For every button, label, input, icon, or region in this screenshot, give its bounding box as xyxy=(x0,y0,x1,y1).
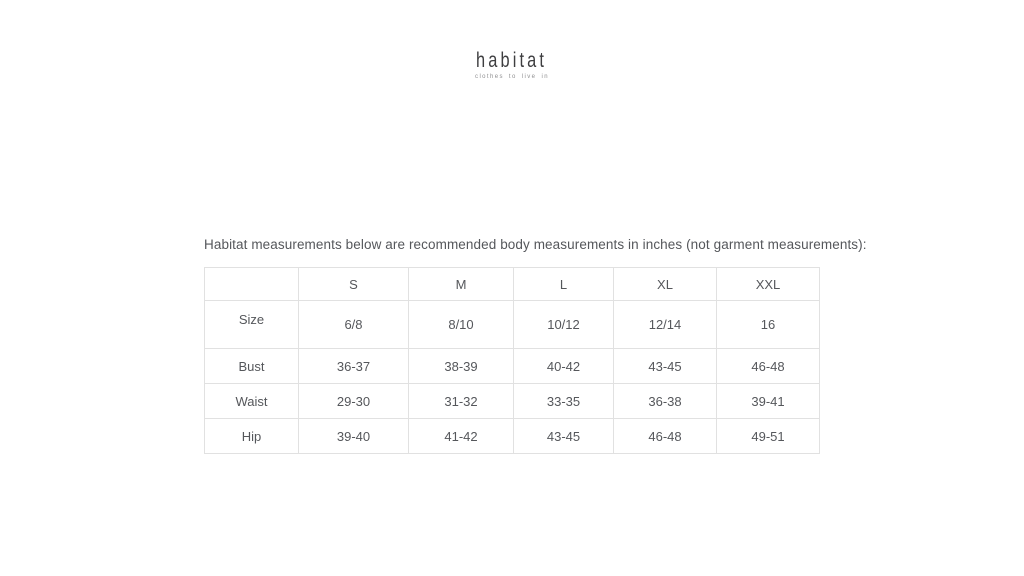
hip-value-m: 41-42 xyxy=(409,419,514,454)
waist-value-l: 33-35 xyxy=(514,384,614,419)
logo-tagline: clothes to live in xyxy=(475,74,549,80)
hip-value-l: 43-45 xyxy=(514,419,614,454)
habitat-logo[interactable] xyxy=(0,50,1024,80)
row-label-size: Size xyxy=(205,301,299,349)
waist-value-xl: 36-38 xyxy=(614,384,717,419)
column-header-xl: XL xyxy=(614,268,717,301)
waist-value-m: 31-32 xyxy=(409,384,514,419)
column-header-l: L xyxy=(514,268,614,301)
size-value-m: 8/10 xyxy=(409,301,514,349)
bust-value-l: 40-42 xyxy=(514,349,614,384)
table-header-row xyxy=(205,268,820,301)
hip-value-xl: 46-48 xyxy=(614,419,717,454)
column-header-s: S xyxy=(299,268,409,301)
column-header-m: M xyxy=(409,268,514,301)
column-header-xxl: XXL xyxy=(717,268,820,301)
table-row-hip xyxy=(205,419,820,454)
bust-value-xl: 43-45 xyxy=(614,349,717,384)
size-value-xxl: 16 xyxy=(717,301,820,349)
size-value-l: 10/12 xyxy=(514,301,614,349)
table-row-bust xyxy=(205,349,820,384)
bust-value-m: 38-39 xyxy=(409,349,514,384)
waist-value-s: 29-30 xyxy=(299,384,409,419)
bust-value-s: 36-37 xyxy=(299,349,409,384)
row-label-bust: Bust xyxy=(205,349,299,384)
row-label-hip: Hip xyxy=(205,419,299,454)
hip-value-s: 39-40 xyxy=(299,419,409,454)
hip-value-xxl: 49-51 xyxy=(717,419,820,454)
measurements-note: Habitat measurements below are recommended body measurements in inches (not garment measurements): xyxy=(204,237,867,252)
size-chart-table xyxy=(204,267,820,454)
logo-wordmark: habitat xyxy=(476,49,548,72)
table-row-waist xyxy=(205,384,820,419)
bust-value-xxl: 46-48 xyxy=(717,349,820,384)
table-row-size xyxy=(205,301,820,349)
size-value-s: 6/8 xyxy=(299,301,409,349)
row-label-waist: Waist xyxy=(205,384,299,419)
size-value-xl: 12/14 xyxy=(614,301,717,349)
waist-value-xxl: 39-41 xyxy=(717,384,820,419)
corner-cell xyxy=(205,268,299,301)
